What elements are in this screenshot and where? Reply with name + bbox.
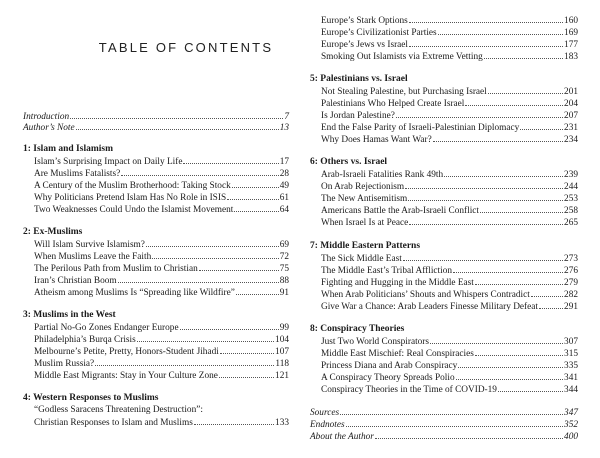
entry-title: Will Islam Survive Islamism? [34, 240, 145, 250]
dot-leader [76, 121, 279, 130]
toc-entry[interactable] [23, 333, 289, 345]
dot-leader [498, 383, 563, 392]
dot-leader [194, 416, 274, 425]
entry-page: 253 [564, 194, 578, 204]
entry-page: 234 [564, 135, 578, 145]
toc-entry[interactable] [23, 250, 289, 262]
dot-leader [409, 14, 563, 23]
dot-leader [458, 359, 563, 368]
entry-page: 49 [279, 181, 289, 191]
entry-page: 88 [279, 276, 289, 286]
entry-title: End the False Parity of Israeli-Palestinian Diplomacy [321, 123, 520, 133]
toc-entry[interactable] [23, 416, 289, 428]
dot-leader [375, 430, 563, 439]
toc-entry-about-author[interactable] [310, 430, 578, 442]
entry-title: Atheism among Muslims Is “Spreading like Wildfire” [34, 288, 235, 298]
toc-entry[interactable] [23, 286, 289, 298]
toc-entry[interactable] [23, 357, 289, 369]
section-heading: 4: Western Responses to Muslims [23, 393, 159, 403]
toc-entry[interactable] [310, 216, 578, 228]
entry-title: On Arab Rejectionism [321, 182, 405, 192]
section-heading: 2: Ex-Muslims [23, 227, 83, 237]
toc-left-column [23, 0, 289, 458]
dot-leader [146, 238, 279, 247]
toc-entry[interactable] [23, 179, 289, 191]
dot-leader [152, 250, 278, 259]
toc-entry[interactable] [310, 38, 578, 50]
entry-title: Why Politicians Pretend Islam Has No Role in ISIS [34, 193, 227, 203]
entry-page: 104 [275, 335, 289, 345]
toc-entry[interactable] [23, 238, 289, 250]
dot-leader [453, 264, 563, 273]
entry-page: 352 [564, 420, 578, 430]
entry-title: The New Antisemitism [321, 194, 408, 204]
dot-leader [234, 203, 278, 212]
dot-leader [137, 333, 274, 342]
entry-title: Palestinians Who Helped Create Israel [321, 99, 465, 109]
entry-page: 91 [279, 288, 289, 298]
entry-title: Middle East Migrants: Stay in Your Culture Zone [34, 371, 218, 381]
dot-leader [340, 406, 563, 415]
entry-page: 107 [275, 347, 289, 357]
entry-title: Endnotes [310, 420, 345, 430]
entry-page: 61 [279, 193, 289, 203]
entry-page: 265 [564, 218, 578, 228]
dot-leader [475, 276, 563, 285]
entry-page: 7 [284, 112, 289, 122]
entry-title: Why Does Hamas Want War? [321, 135, 432, 145]
entry-title: Sources [310, 408, 340, 418]
entry-page: 13 [279, 123, 289, 133]
toc-entry[interactable] [23, 191, 289, 203]
section-heading: 6: Others vs. Israel [310, 157, 388, 167]
toc-entry[interactable] [310, 109, 578, 121]
entry-page: 204 [564, 99, 578, 109]
entry-page: 75 [279, 264, 289, 274]
entry-page: 239 [564, 170, 578, 180]
dot-leader [409, 216, 563, 225]
dot-leader [95, 357, 274, 366]
entry-page: 201 [564, 87, 578, 97]
entry-title: The Middle East’s Tribal Affliction [321, 266, 453, 276]
toc-entry[interactable] [23, 274, 289, 286]
toc-entry[interactable] [310, 371, 578, 383]
toc-entry[interactable] [23, 203, 289, 215]
dot-leader [456, 371, 563, 380]
entry-page: 17 [279, 157, 289, 167]
dot-leader [121, 167, 278, 176]
dot-leader [70, 110, 283, 119]
entry-page: 307 [564, 337, 578, 347]
toc-entry[interactable] [310, 133, 578, 145]
dot-leader [531, 288, 563, 297]
dot-leader [539, 300, 563, 309]
dot-leader [346, 418, 563, 427]
entry-title: Two Weaknesses Could Undo the Islamist Movement [34, 205, 234, 215]
toc-entry[interactable] [310, 359, 578, 371]
dot-leader [480, 204, 563, 213]
toc-entry[interactable] [310, 121, 578, 133]
entry-page: 118 [275, 359, 289, 369]
toc-entry[interactable] [310, 300, 578, 312]
dot-leader [433, 133, 563, 142]
dot-leader [232, 179, 279, 188]
toc-entry[interactable] [23, 404, 289, 416]
toc-entry[interactable] [310, 276, 578, 288]
toc-entry[interactable] [23, 369, 289, 381]
entry-page: 183 [564, 52, 578, 62]
toc-entry[interactable] [310, 204, 578, 216]
entry-title: Just Two World Conspirators [321, 337, 430, 347]
entry-page: 282 [564, 290, 578, 300]
entry-page: 99 [279, 323, 289, 333]
entry-title: Melbourne’s Petite, Pretty, Honors-Student Jihadi [34, 347, 219, 357]
section-heading: 3: Muslims in the West [23, 310, 116, 320]
entry-title: The Sick Middle East [321, 254, 402, 264]
entry-page: 273 [564, 254, 578, 264]
entry-page: 341 [564, 373, 578, 383]
entry-title: Middle East Mischief: Real Conspiracies [321, 349, 474, 359]
entry-title: When Arab Politicians’ Shouts and Whispers Contradict [321, 290, 530, 300]
toc-entry[interactable] [23, 262, 289, 274]
entry-title: Muslim Russia? [34, 359, 95, 369]
toc-entry[interactable] [23, 345, 289, 357]
dot-leader [465, 97, 563, 106]
entry-page: 28 [279, 169, 289, 179]
dot-leader [438, 26, 563, 35]
entry-title: Europe’s Stark Options [321, 16, 408, 26]
dot-leader [236, 286, 279, 295]
toc-entry[interactable] [310, 383, 578, 395]
toc-entry[interactable] [310, 180, 578, 192]
toc-entry[interactable] [310, 335, 578, 347]
dot-leader [180, 321, 279, 330]
entry-page: 177 [564, 40, 578, 50]
entry-page: 258 [564, 206, 578, 216]
entry-title: Islam’s Surprising Impact on Daily Life [34, 157, 183, 167]
section-heading: 1: Islam and Islamism [23, 144, 113, 154]
entry-title: Introduction [23, 112, 70, 122]
dot-leader [396, 109, 563, 118]
dot-leader [403, 252, 563, 261]
entry-page: 69 [279, 240, 289, 250]
entry-title: Give War a Chance: Arab Leaders Finesse Military Defeat [321, 302, 538, 312]
toc-entry[interactable] [310, 97, 578, 109]
entry-title: Europe’s Civilizationist Parties [321, 28, 437, 38]
dot-leader [444, 168, 563, 177]
toc-entry[interactable] [310, 50, 578, 62]
entry-page: 347 [564, 408, 578, 418]
dot-leader [475, 347, 563, 356]
entry-title: When Muslims Leave the Faith [34, 252, 152, 262]
entry-title: Smoking Out Islamists via Extreme Vetting [321, 52, 483, 62]
entry-page: 207 [564, 111, 578, 121]
toc-entry-authors-note[interactable] [23, 121, 289, 133]
entry-page: 64 [279, 205, 289, 215]
section-heading: 7: Middle Eastern Patterns [310, 241, 421, 251]
toc-entry[interactable] [310, 168, 578, 180]
dot-leader [405, 180, 563, 189]
dot-leader [409, 38, 563, 47]
toc-entry[interactable] [23, 155, 289, 167]
entry-title: Partial No-Go Zones Endanger Europe [34, 323, 179, 333]
entry-page: 133 [275, 418, 289, 428]
entry-title: Is Jordan Palestine? [321, 111, 395, 121]
dot-leader [227, 191, 279, 200]
toc-entry[interactable] [310, 347, 578, 359]
entry-title: Princess Diana and Arab Conspiracy [321, 361, 458, 371]
entry-title: Iran’s Christian Boom [34, 276, 117, 286]
entry-page: 335 [564, 361, 578, 371]
entry-page: 279 [564, 278, 578, 288]
dot-leader [183, 155, 278, 164]
toc-entry-endnotes[interactable] [310, 418, 578, 430]
entry-page: 244 [564, 182, 578, 192]
toc-right-column [310, 0, 578, 458]
entry-title: A Conspiracy Theory Spreads Polio [321, 373, 455, 383]
entry-title: Americans Battle the Arab-Israeli Conflict [321, 206, 479, 216]
toc-entry[interactable] [310, 288, 578, 300]
dot-leader [199, 262, 279, 271]
entry-title: About the Author [310, 432, 374, 442]
toc-entry[interactable] [23, 167, 289, 179]
toc-entry[interactable] [310, 85, 578, 97]
toc-title: TABLE OF CONTENTS [98, 40, 274, 55]
entry-page: 231 [564, 123, 578, 133]
entry-page: 400 [564, 432, 578, 442]
dot-leader [219, 369, 274, 378]
toc-entry-sources[interactable] [310, 406, 578, 418]
entry-title: Are Muslims Fatalists? [34, 169, 121, 179]
toc-entry[interactable] [310, 252, 578, 264]
dot-leader [118, 274, 279, 283]
dot-leader [408, 192, 563, 201]
toc-entry[interactable] [310, 264, 578, 276]
toc-entry[interactable] [310, 26, 578, 38]
entry-title: When Israel Is at Peace [321, 218, 409, 228]
entry-title: Fighting and Hugging in the Middle East [321, 278, 474, 288]
entry-page: 160 [564, 16, 578, 26]
entry-title: Philadelphia’s Burqa Crisis [34, 335, 136, 345]
section-heading: 5: Palestinians vs. Israel [310, 74, 408, 84]
entry-title: Author’s Note [23, 123, 75, 133]
dot-leader [220, 345, 274, 354]
toc-entry[interactable] [23, 321, 289, 333]
entry-page: 276 [564, 266, 578, 276]
entry-page: 344 [564, 385, 578, 395]
entry-page: 169 [564, 28, 578, 38]
toc-entry[interactable] [310, 14, 578, 26]
entry-title: The Perilous Path from Muslim to Christian [34, 264, 198, 274]
entry-title: Christian Responses to Islam and Muslims [34, 418, 193, 428]
dot-leader [430, 335, 563, 344]
entry-page: 315 [564, 349, 578, 359]
entry-title: Conspiracy Theories in the Time of COVID-19 [321, 385, 497, 395]
dot-leader [520, 121, 563, 130]
section-heading: 8: Conspiracy Theories [310, 324, 405, 334]
entry-page: 291 [564, 302, 578, 312]
entry-title: A Century of the Muslim Brotherhood: Taking Stock [34, 181, 231, 191]
dot-leader [484, 50, 563, 59]
entry-title: Europe’s Jews vs Israel [321, 40, 409, 50]
entry-page: 72 [279, 252, 289, 262]
entry-title: “Godless Saracens Threatening Destruction”: [34, 405, 203, 415]
toc-entry[interactable] [310, 192, 578, 204]
dot-leader [488, 85, 563, 94]
entry-page: 121 [275, 371, 289, 381]
entry-title: Not Stealing Palestine, but Purchasing Israel [321, 87, 487, 97]
entry-title: Arab-Israeli Fatalities Rank 49th [321, 170, 444, 180]
